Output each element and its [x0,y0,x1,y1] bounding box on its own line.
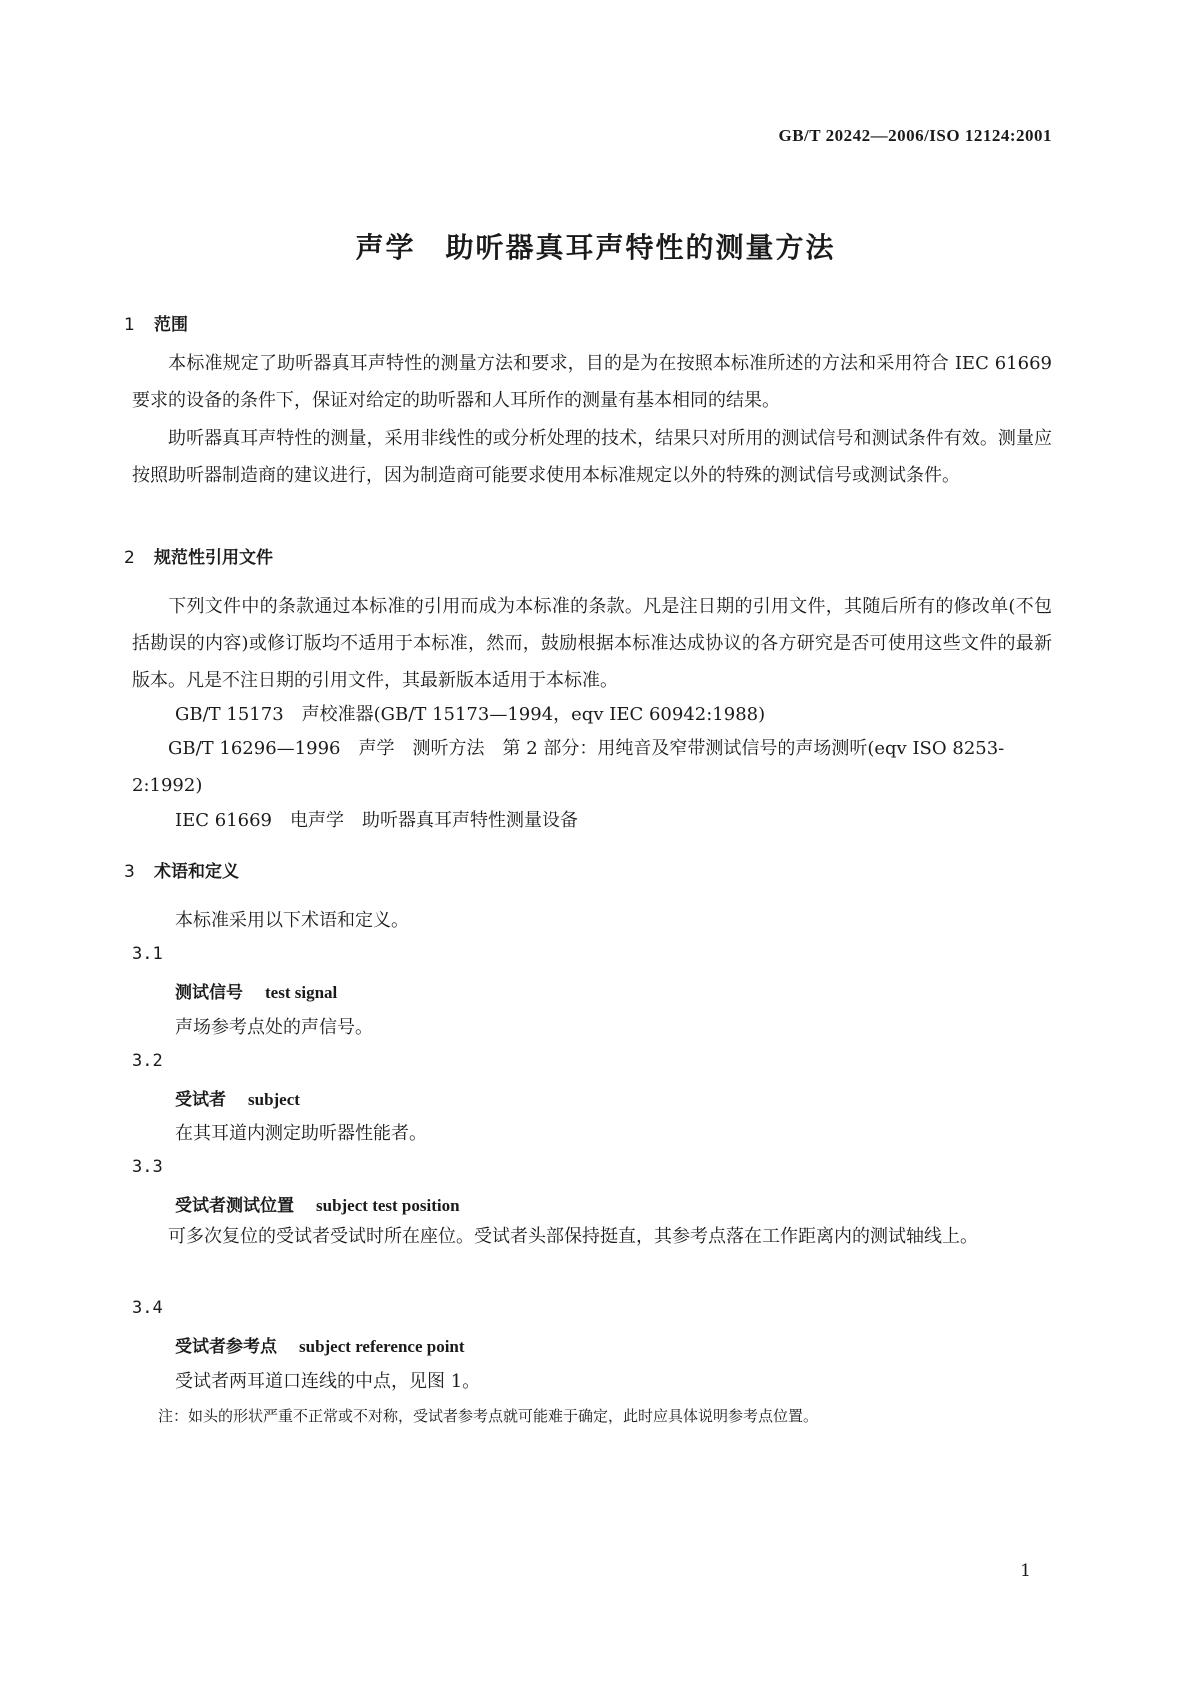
standard-code: GB/T 20242—2006/ISO 12124:2001 [778,126,1052,145]
section-1-heading [124,310,188,335]
paragraph [132,345,1052,419]
section-number: 1 [124,315,135,335]
term-zh: 受试者参考点 [175,1337,277,1357]
term-en: subject [248,1090,300,1109]
section-2-heading [124,543,273,568]
clause-number: 3.2 [132,1051,163,1071]
section-number: 3 [124,862,135,882]
term-definition: 受试者两耳道口连线的中点，见图 1。 [175,1371,481,1392]
section-title: 范围 [154,315,188,335]
section-title: 术语和定义 [154,862,239,882]
term-heading [175,1191,460,1216]
term-definition [132,1218,1052,1255]
clause-number: 3.4 [132,1298,163,1318]
paragraph-text: 本标准规定了助听器真耳声特性的测量方法和要求，目的是为在按照本标准所述的方法和采用符合 IEC 61669 要求的设备的条件下，保证对给定的助听器和人耳所作的测量有基本相同的结果。 [132,353,1052,411]
term-en: test signal [265,983,338,1002]
definition-text: 可多次复位的受试者受试时所在座位。受试者头部保持挺直，其参考点落在工作距离内的测试轴线上。 [168,1226,978,1247]
term-zh: 测试信号 [175,983,243,1003]
paragraph-text: 助听器真耳声特性的测量，采用非线性的或分析处理的技术，结果只对所用的测试信号和测试条件有效。测量应按照助听器制造商的建议进行，因为制造商可能要求使用本标准规定以外的特殊的测试信号或测试条件。 [132,428,1052,486]
reference-item: GB/T 15173 声校准器(GB/T 15173—1994，eqv IEC 60942:1988) [175,704,766,725]
clause-number: 3.1 [132,944,163,964]
term-en: subject reference point [299,1337,465,1356]
section-3-heading [124,857,239,882]
term-heading [175,1332,465,1357]
document-title: 声学 助听器真耳声特性的测量方法 [355,231,836,264]
term-heading [175,1085,300,1110]
paragraph-text: 下列文件中的条款通过本标准的引用而成为本标准的条款。凡是注日期的引用文件，其随后所有的修改单(不包括勘误的内容)或修订版均不适用于本标准，然而，鼓励根据本标准达成协议的各方研究是否可使用这些文件的最新版本。凡是不注日期的引用文件，其最新版本适用于本标准。 [132,596,1052,691]
reference-item [132,730,1052,804]
reference-item: IEC 61669 电声学 助听器真耳声特性测量设备 [175,810,579,831]
section-intro: 本标准采用以下术语和定义。 [175,910,409,931]
note: 注：如头的形状严重不正常或不对称，受试者参考点就可能难于确定，此时应具体说明参考点位置。 [158,1407,819,1425]
term-definition: 在其耳道内测定助听器性能者。 [175,1123,427,1144]
term-en: subject test position [316,1196,460,1215]
page-number: 1 [1020,1561,1031,1581]
term-zh: 受试者测试位置 [175,1196,294,1216]
clause-number: 3.3 [132,1157,163,1177]
reference-text: GB/T 16296—1996 声学 测听方法 第 2 部分：用纯音及窄带测试信号的声场测听(eqv ISO 8253-2:1992) [132,738,1005,796]
section-title: 规范性引用文件 [154,548,273,568]
paragraph [132,588,1052,699]
paragraph [132,420,1052,494]
term-zh: 受试者 [175,1090,226,1110]
section-number: 2 [124,548,135,568]
term-heading [175,978,337,1003]
term-definition: 声场参考点处的声信号。 [175,1017,373,1038]
